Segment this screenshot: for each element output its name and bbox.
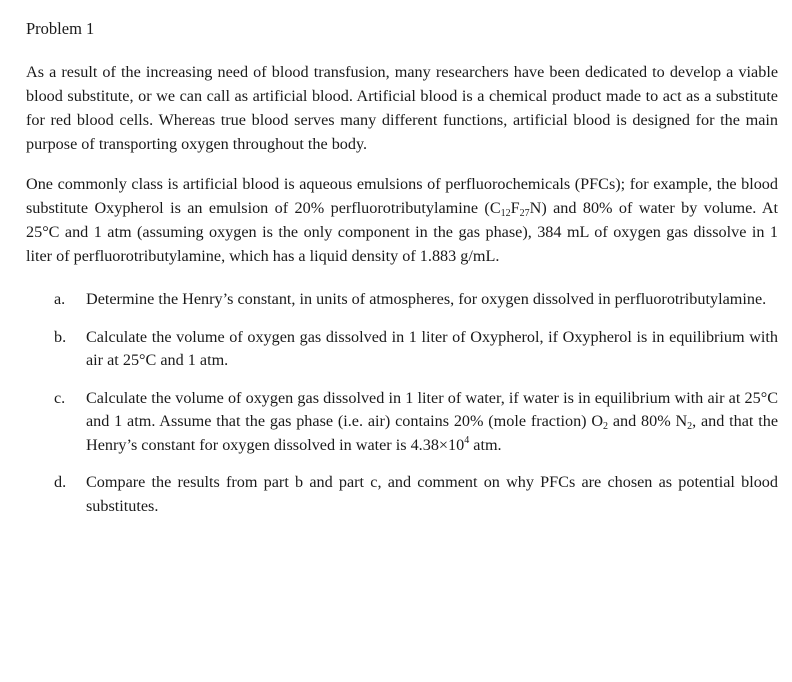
question-b-marker: b. bbox=[54, 327, 67, 346]
carbon-subscript: 12 bbox=[500, 208, 511, 219]
question-c-text-3: , and that the Henry’s constant for oxygen dissolved in water is 4.38×10 bbox=[86, 412, 778, 454]
question-b bbox=[26, 326, 778, 373]
oxygen-subscript: 2 bbox=[603, 421, 609, 432]
question-c-text-1: Calculate the volume of oxygen gas dissolved in 1 liter of water, if water is in equilibrium with air at 25°C and 1 atm. Assume that the gas phase (i.e. air) contains 20% (mole fraction) O bbox=[86, 388, 778, 430]
nitrogen-subscript: 2 bbox=[687, 421, 693, 432]
question-d-marker: d. bbox=[54, 473, 67, 491]
problem-title: Problem 1 bbox=[26, 19, 95, 38]
question-b-text: Calculate the volume of oxygen gas dissolved in 1 liter of Oxypherol, if Oxypherol is in equilibrium with air at 25°C and 1 atm. bbox=[86, 327, 778, 369]
question-a-marker: a. bbox=[54, 290, 66, 308]
context-text-1: One commonly class is artificial blood is aqueous emulsions of perfluorochemicals (PFCs); for example, the blood substitute Oxypherol is an emulsion of 20% perfluorotributylamine (C bbox=[26, 175, 778, 217]
fluorine-subscript: 27 bbox=[519, 208, 530, 219]
intro-paragraph: As a result of the increasing need of blood transfusion, many researchers have been dedicated to develop a viable blood substitute, or we can call as artificial blood. Artificial blood is a chemical product made to act as a substitute for red blood cells. Whereas true blood serves many different functions, artificial blood is designed for the main purpose of transporting oxygen throughout the body. bbox=[26, 63, 778, 153]
question-d bbox=[26, 471, 778, 518]
question-d-text: Compare the results from part b and part c, and comment on why PFCs are chosen as potential blood substitutes. bbox=[86, 473, 778, 515]
problem-document bbox=[26, 18, 778, 532]
question-a bbox=[26, 288, 778, 312]
question-c-text-2: and 80% N bbox=[608, 412, 688, 430]
question-list bbox=[26, 288, 778, 518]
question-c-text-4: atm. bbox=[469, 435, 502, 454]
question-c-marker: c. bbox=[54, 388, 66, 407]
context-text-3: N) and 80% of water by volume. At 25°C and 1 atm (assuming oxygen is the only component in the gas phase), 384 mL of oxygen gas dissolve in 1 liter of perfluorotributylamine, which has a liquid density of 1.883 g/mL. bbox=[26, 199, 779, 265]
exponent-superscript: 4 bbox=[464, 434, 470, 446]
context-text-2: F bbox=[510, 199, 520, 217]
question-a-text: Determine the Henry’s constant, in units of atmospheres, for oxygen dissolved in perfluorotributylamine. bbox=[86, 290, 767, 308]
question-c bbox=[26, 387, 778, 458]
context-paragraph bbox=[26, 172, 778, 268]
